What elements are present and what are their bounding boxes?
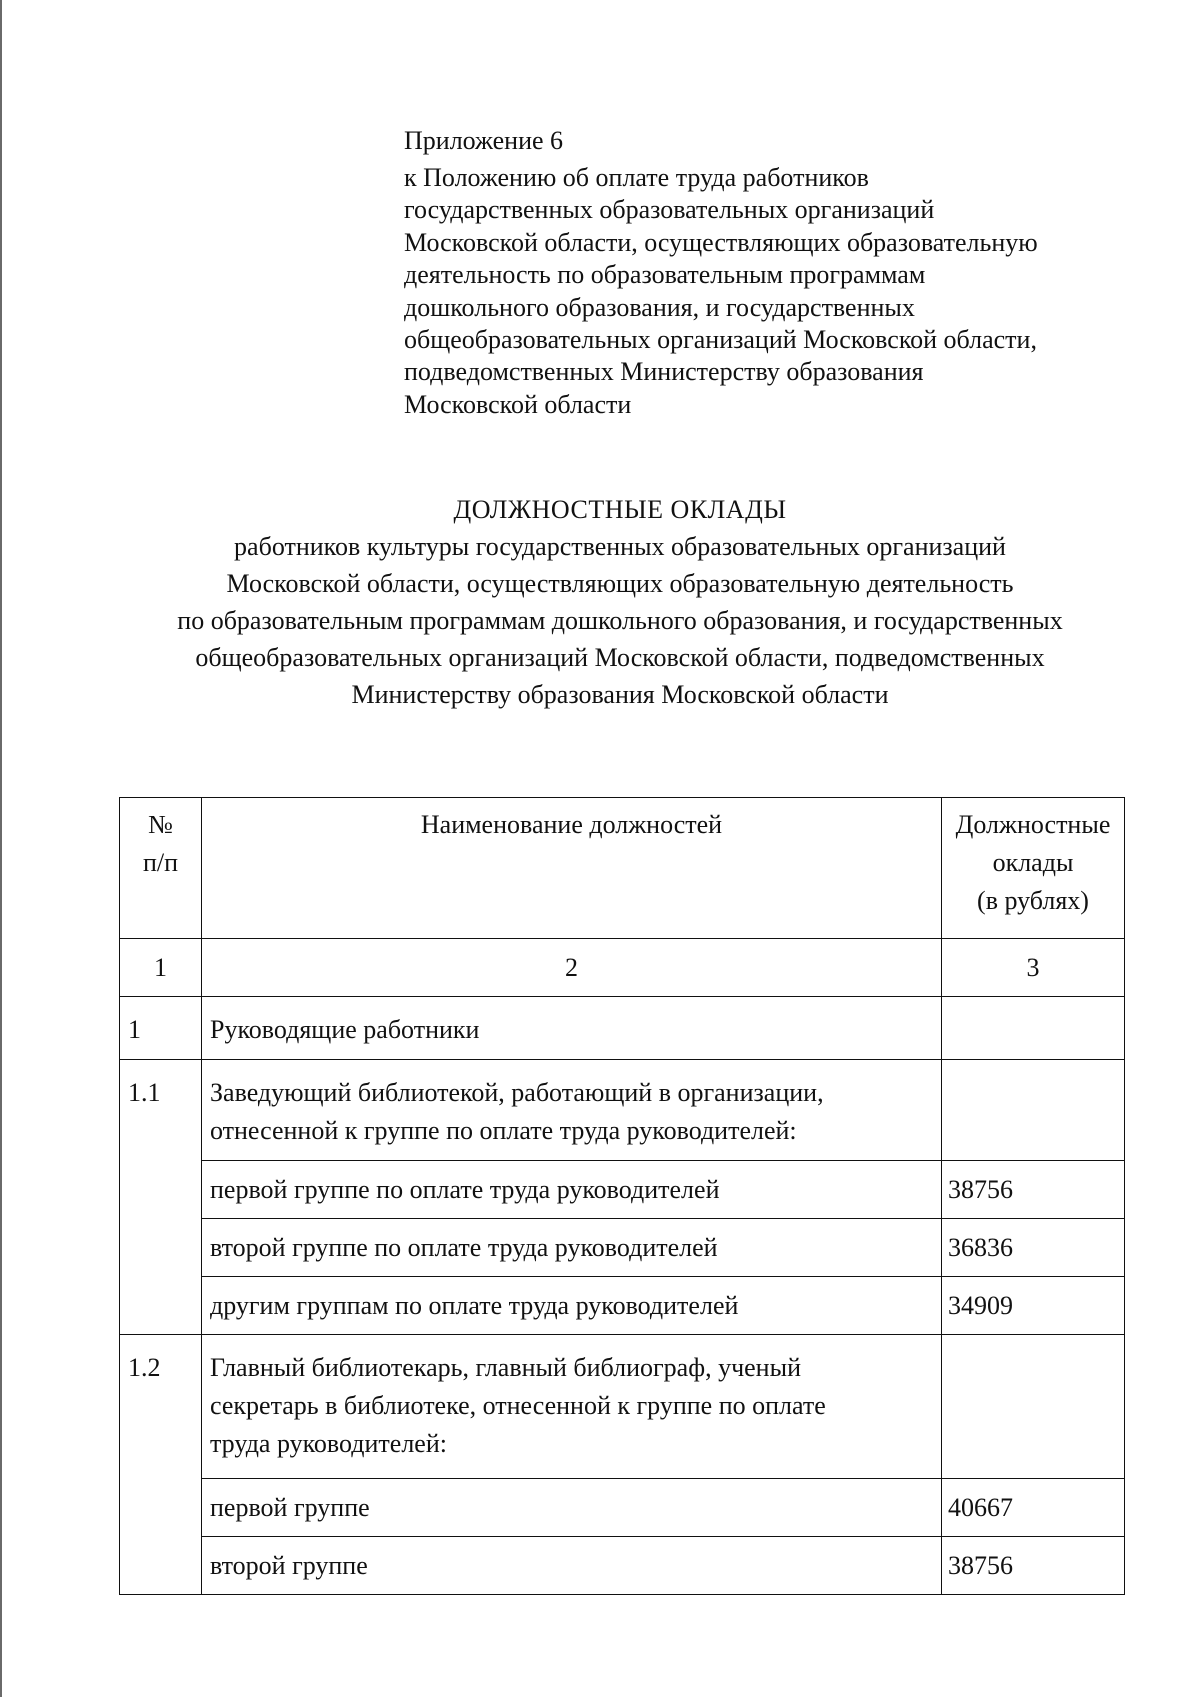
row-position-name: второй группе по оплате труда руководителей: [202, 1219, 942, 1277]
header-salary-cell: [942, 798, 1125, 939]
row-number: 1: [120, 997, 202, 1060]
table-row-section: [120, 997, 1125, 1060]
header-salary-line: (в рублях): [977, 886, 1089, 915]
document-subtitle-line: общеобразовательных организаций Московской области, подведомственных: [195, 643, 1045, 672]
row-salary: [942, 1060, 1125, 1161]
row-position-name: другим группам по оплате труда руководителей: [202, 1277, 942, 1335]
row-salary: [942, 997, 1125, 1060]
row-number: 1.2: [120, 1335, 202, 1595]
row-salary: 38756: [942, 1161, 1125, 1219]
row-salary: 34909: [942, 1277, 1125, 1335]
header-salary-line: Должностные: [955, 810, 1111, 839]
position-name-line: Заведующий библиотекой, работающий в организации,: [210, 1078, 824, 1107]
appendix-line: государственных образовательных организаций: [404, 195, 935, 225]
document-title: ДОЛЖНОСТНЫЕ ОКЛАДЫ: [453, 495, 787, 524]
header-salary-line: оклады: [992, 848, 1074, 877]
appendix-title: Приложение 6: [404, 126, 564, 155]
row-position-name: второй группе: [202, 1537, 942, 1595]
appendix-line: дошкольного образования, и государственных: [404, 292, 915, 322]
document-subtitle-line: работников культуры государственных образовательных организаций: [234, 532, 1006, 561]
position-name-line: секретарь в библиотеке, отнесенной к группе по оплате: [210, 1391, 826, 1420]
table-row: [120, 1161, 1125, 1219]
header-number-cell: [120, 798, 202, 939]
column-index-cell: 3: [942, 939, 1125, 997]
appendix-line: деятельность по образовательным программам: [404, 260, 926, 290]
appendix-reference: [404, 124, 1124, 421]
column-index-cell: 1: [120, 939, 202, 997]
row-position-name: Руководящие работники: [202, 997, 942, 1060]
row-salary: 38756: [942, 1537, 1125, 1595]
table-header-row: [120, 798, 1125, 939]
salary-table: [119, 797, 1125, 1595]
position-name-line: труда руководителей:: [210, 1429, 447, 1458]
page-scan-edge: [0, 0, 2, 1697]
row-salary: [942, 1335, 1125, 1479]
row-salary: 36836: [942, 1219, 1125, 1277]
position-name-line: отнесенной к группе по оплате труда руководителей:: [210, 1116, 797, 1145]
row-position-name: [202, 1060, 942, 1161]
header-number-abbrev: п/п: [142, 848, 179, 877]
row-position-name: первой группе по оплате труда руководителей: [202, 1161, 942, 1219]
header-number-symbol: №: [148, 810, 173, 839]
document-subtitle-line: по образовательным программам дошкольного образования, и государственных: [177, 606, 1063, 635]
document-heading: [0, 492, 1200, 713]
appendix-line: Московской области: [404, 389, 632, 419]
appendix-line: общеобразовательных организаций Московской области,: [404, 325, 1037, 355]
row-position-name: [202, 1335, 942, 1479]
table-row: [120, 1277, 1125, 1335]
document-subtitle-line: Министерству образования Московской области: [351, 680, 889, 709]
document-subtitle-line: Московской области, осуществляющих образовательную деятельность: [226, 569, 1014, 598]
header-position-name: Наименование должностей: [202, 798, 942, 939]
table-row-group: [120, 1060, 1125, 1161]
row-position-name: первой группе: [202, 1479, 942, 1537]
appendix-line: к Положению об оплате труда работников: [404, 163, 869, 192]
position-name-line: Главный библиотекарь, главный библиограф, ученый: [210, 1353, 801, 1382]
appendix-line: Московской области, осуществляющих образовательную: [404, 227, 1038, 257]
column-index-row: [120, 939, 1125, 997]
table-row: [120, 1219, 1125, 1277]
column-index-cell: 2: [202, 939, 942, 997]
row-number: 1.1: [120, 1060, 202, 1335]
table-row-group: [120, 1335, 1125, 1479]
table-row: [120, 1537, 1125, 1595]
appendix-line: подведомственных Министерству образования: [404, 357, 924, 387]
row-salary: 40667: [942, 1479, 1125, 1537]
table-row: [120, 1479, 1125, 1537]
